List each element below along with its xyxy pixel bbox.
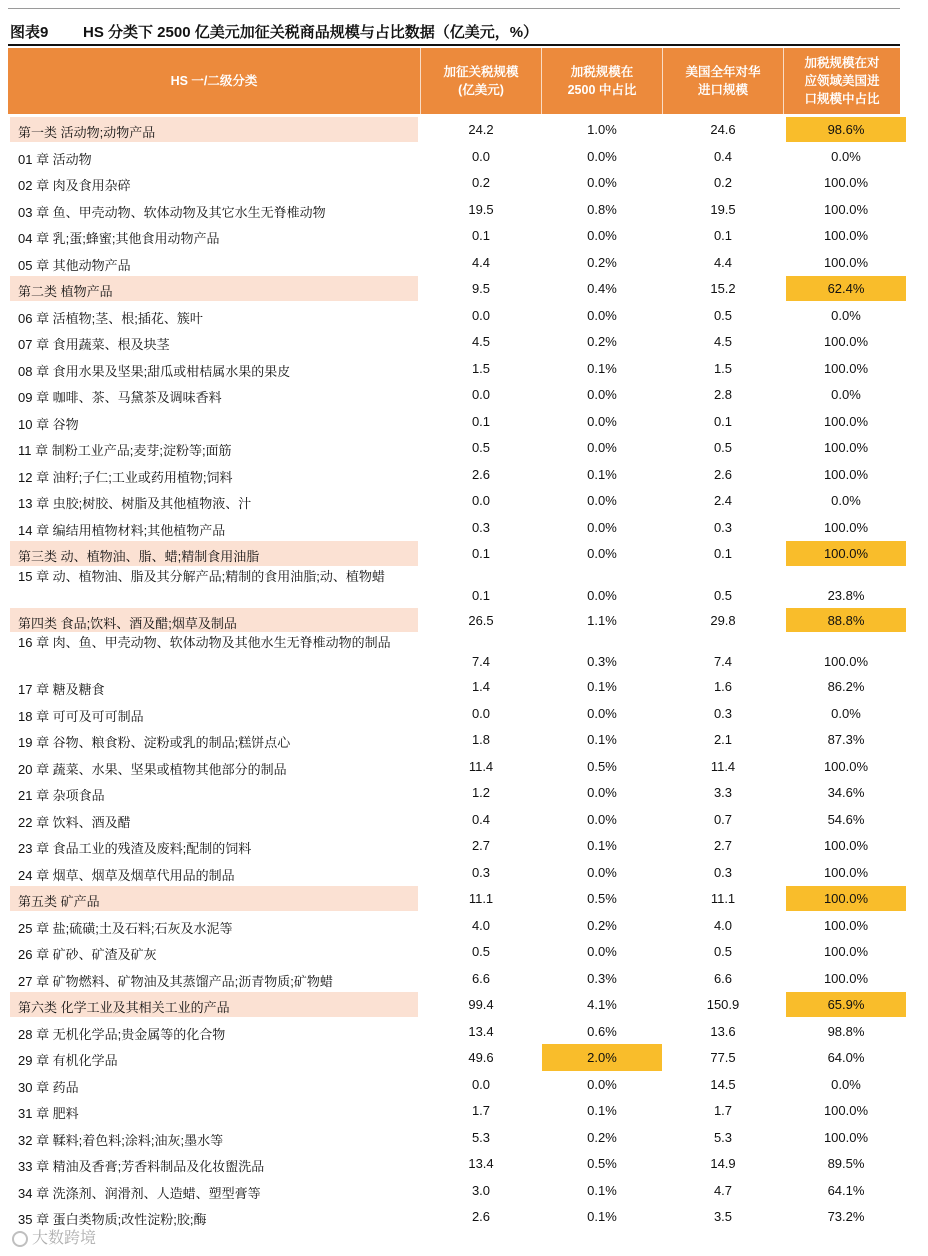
table-row: [8, 196, 900, 223]
us-import-value: 150.9: [706, 997, 740, 1012]
share-of-imports: 100.0%: [823, 440, 869, 455]
table-row: [8, 514, 900, 541]
chapter-name: 04 章 乳;蛋;蜂蜜;其他食用动物产品: [18, 231, 220, 246]
tariff-value: 0.0: [471, 148, 491, 164]
chapter-name: 35 章 蛋白类物质;改性淀粉;胶;酶: [18, 1212, 207, 1227]
chapter-name: 27 章 矿物燃料、矿物油及其蒸馏产品;沥青物质;矿物蜡: [18, 973, 333, 989]
chapter-name: 18 章 可可及可可制品: [18, 708, 144, 724]
share-of-imports: 100.0%: [823, 201, 869, 217]
chapter-name: 01 章 活动物: [18, 151, 92, 167]
share-of-imports: 0.0%: [831, 1076, 861, 1092]
watermark: [12, 1225, 96, 1248]
table-row: [8, 832, 900, 859]
share-of-imports: 100.0%: [823, 944, 869, 959]
table-row: [8, 859, 900, 886]
chapter-name: 12 章 油籽;子仁;工业或药用植物;饲料: [18, 469, 233, 485]
chapter-name: 28 章 无机化学品;贵金属等的化合物: [18, 1026, 226, 1042]
us-import-value: 6.6: [713, 970, 733, 986]
share-of-2500: 0.4%: [587, 281, 617, 296]
chapter-name: 26 章 矿砂、矿渣及矿灰: [18, 947, 157, 962]
chapter-name: 19 章 谷物、粮食粉、淀粉或乳的制品;糕饼点心: [18, 735, 291, 750]
chapter-name: 08 章 食用水果及坚果;甜瓜或柑桔属水果的果皮: [18, 363, 291, 379]
us-import-value: 24.6: [710, 122, 736, 137]
tariff-value: 0.0: [471, 705, 491, 721]
share-of-imports: 100.0%: [823, 1129, 869, 1145]
us-import-value: 1.5: [713, 360, 733, 376]
us-import-value: 2.8: [713, 387, 733, 402]
share-of-2500: 0.3%: [587, 970, 617, 986]
chapter-name: 29 章 有机化学品: [18, 1053, 118, 1068]
us-import-value: 4.4: [713, 254, 733, 270]
share-of-2500: 0.1%: [587, 1182, 617, 1198]
share-of-2500: 0.0%: [587, 864, 617, 880]
chapter-name: 02 章 肉及食用杂碎: [18, 178, 131, 193]
table-row: [8, 487, 900, 514]
header-name: HS 一/二级分类: [170, 74, 258, 88]
chapter-name: 20 章 蔬菜、水果、坚果或植物其他部分的制品: [18, 761, 287, 777]
us-import-value: 2.7: [713, 838, 733, 853]
us-import-value: 29.8: [710, 612, 736, 628]
table-row: [8, 1018, 900, 1045]
share-of-2500: 0.1%: [587, 1209, 617, 1224]
share-of-2500: 0.0%: [587, 1076, 617, 1092]
chapter-name: 09 章 咖啡、茶、马黛茶及调味香料: [18, 390, 222, 405]
share-of-imports: 100.0%: [823, 1103, 869, 1118]
share-of-2500: 0.0%: [587, 587, 617, 603]
tariff-value: 1.2: [471, 785, 491, 800]
table-row: [8, 700, 900, 727]
share-of-imports: 100.0%: [823, 254, 869, 270]
share-of-2500: 0.0%: [587, 705, 617, 721]
tariff-value: 19.5: [468, 201, 494, 217]
share-of-imports: 98.8%: [827, 1023, 865, 1039]
tariff-value: 0.0: [471, 307, 491, 323]
category-name: 第三类 动、植物油、脂、蜡;精制食用油脂: [18, 549, 260, 564]
share-of-imports: 64.1%: [827, 1182, 865, 1198]
share-of-2500: 0.1%: [587, 466, 617, 482]
share-of-2500: 0.0%: [587, 175, 617, 190]
us-import-value: 1.7: [713, 1103, 733, 1118]
tariff-value: 6.6: [471, 970, 491, 986]
category-name: 第六类 化学工业及其相关工业的产品: [18, 1000, 230, 1015]
share-of-imports: 100.0%: [823, 334, 869, 349]
us-import-value: 0.2: [713, 175, 733, 190]
share-of-2500: 1.1%: [587, 612, 617, 628]
watermark-text: 大数跨境: [32, 1230, 97, 1247]
chapter-name: 25 章 盐;硫磺;土及石料;石灰及水泥等: [18, 920, 233, 936]
us-import-value: 7.4: [713, 654, 733, 669]
table-row: [8, 355, 900, 382]
us-import-value: 4.7: [713, 1182, 733, 1198]
table-row: [8, 1097, 900, 1124]
us-import-value: 2.6: [713, 466, 733, 482]
share-of-imports: 100.0%: [823, 175, 869, 190]
figure-title: HS 分类下 2500 亿美元加征关税商品规模与占比数据（亿美元，%）: [83, 24, 539, 41]
header-col1: 加征关税规模 (亿美元): [443, 65, 519, 97]
table-row: [8, 222, 900, 249]
tariff-value: 0.3: [471, 864, 491, 880]
category-row: [8, 275, 900, 302]
us-import-value: 0.5: [713, 587, 733, 603]
tariff-value: 11.1: [468, 891, 494, 906]
share-of-imports: 100.0%: [823, 758, 869, 774]
us-import-value: 0.7: [713, 811, 733, 827]
us-import-value: 77.5: [710, 1050, 736, 1065]
category-name: 第五类 矿产品: [18, 894, 100, 909]
share-of-2500: 4.1%: [587, 997, 617, 1012]
chapter-name: 24 章 烟草、烟草及烟草代用品的制品: [18, 867, 235, 883]
share-of-imports: 0.0%: [831, 493, 861, 508]
tariff-value: 0.0: [471, 387, 491, 402]
share-of-imports: 23.8%: [827, 587, 865, 603]
table-body: [8, 116, 900, 1230]
table-row: [8, 1150, 900, 1177]
share-of-2500: 0.0%: [587, 519, 617, 535]
share-of-2500: 1.0%: [587, 122, 617, 137]
share-of-2500: 0.5%: [587, 758, 617, 774]
tariff-value: 4.0: [471, 917, 491, 933]
chapter-name: 13 章 虫胶;树胶、树脂及其他植物液、汁: [18, 496, 252, 511]
category-row: [8, 540, 900, 567]
chapter-name: 16 章 肉、鱼、甲壳动物、软体动物及其他水生无脊椎动物的制品: [18, 635, 391, 650]
share-of-2500: 0.0%: [587, 387, 617, 402]
share-of-imports: 100.0%: [823, 970, 869, 986]
share-of-imports: 86.2%: [827, 679, 865, 694]
tariff-value: 11.4: [468, 758, 494, 774]
table-row: [8, 1124, 900, 1151]
share-of-imports: 98.6%: [827, 122, 865, 137]
tariff-value: 0.3: [471, 519, 491, 535]
tariff-value: 0.1: [471, 587, 491, 603]
share-of-2500: 0.0%: [587, 546, 617, 561]
us-import-value: 0.1: [713, 546, 733, 561]
header-col4: 加税规模在对 应领域美国进 口规模中占比: [804, 56, 880, 106]
us-import-value: 0.4: [713, 148, 733, 164]
share-of-2500: 0.2%: [587, 1129, 617, 1145]
table-row: [8, 673, 900, 700]
us-import-value: 11.4: [710, 758, 736, 774]
chapter-name: 23 章 食品工业的残渣及废料;配制的饲料: [18, 841, 252, 856]
share-of-imports: 100.0%: [823, 546, 869, 561]
table-row: [8, 1071, 900, 1098]
share-of-2500: 0.1%: [587, 838, 617, 853]
us-import-value: 0.5: [713, 307, 733, 323]
share-of-2500: 0.1%: [587, 1103, 617, 1118]
tariff-value: 9.5: [471, 281, 491, 296]
share-of-2500: 0.0%: [587, 307, 617, 323]
table-row: [8, 726, 900, 753]
share-of-imports: 100.0%: [823, 654, 869, 669]
tariff-value: 0.5: [471, 440, 491, 455]
category-row: [8, 991, 900, 1018]
share-of-imports: 100.0%: [823, 519, 869, 535]
tariff-value: 0.4: [471, 811, 491, 827]
share-of-2500: 0.0%: [587, 493, 617, 508]
table-row: [8, 302, 900, 329]
tariff-value: 1.4: [471, 679, 491, 694]
share-of-2500: 0.5%: [587, 891, 617, 906]
table-row: [8, 567, 900, 607]
tariff-value: 49.6: [468, 1050, 494, 1065]
watermark-logo-icon: [12, 1231, 28, 1247]
us-import-value: 4.5: [713, 334, 733, 349]
share-of-imports: 100.0%: [823, 413, 869, 429]
us-import-value: 15.2: [710, 281, 736, 296]
us-import-value: 11.1: [710, 891, 736, 906]
tariff-value: 24.2: [468, 122, 494, 137]
share-of-imports: 100.0%: [823, 917, 869, 933]
share-of-imports: 0.0%: [831, 148, 861, 164]
us-import-value: 4.0: [713, 917, 733, 933]
us-import-value: 19.5: [710, 201, 736, 217]
header-col3: 美国全年对华 进口规模: [685, 65, 761, 97]
us-import-value: 0.5: [713, 944, 733, 959]
header-col2: 加税规模在 2500 中占比: [567, 65, 637, 97]
chapter-name: 31 章 肥料: [18, 1106, 79, 1121]
share-of-imports: 87.3%: [827, 732, 865, 747]
us-import-value: 0.3: [713, 864, 733, 880]
us-import-value: 5.3: [713, 1129, 733, 1145]
chapter-name: 11 章 制粉工业产品;麦芽;淀粉等;面筋: [18, 443, 232, 458]
table-row: [8, 434, 900, 461]
share-of-2500: 0.2%: [587, 917, 617, 933]
share-of-2500: 0.0%: [587, 811, 617, 827]
us-import-value: 0.1: [713, 413, 733, 429]
share-of-imports: 0.0%: [831, 705, 861, 721]
tariff-value: 0.0: [471, 493, 491, 508]
share-of-2500: 0.1%: [587, 679, 617, 694]
table-row: [8, 461, 900, 488]
chapter-name: 34 章 洗涤剂、润滑剂、人造蜡、塑型膏等: [18, 1185, 261, 1201]
tariff-value: 13.4: [468, 1023, 494, 1039]
share-of-2500: 0.2%: [587, 254, 617, 270]
tariff-value: 1.8: [471, 732, 491, 747]
category-name: 第一类 活动物;动物产品: [18, 125, 156, 140]
tariff-value: 26.5: [468, 612, 494, 628]
tariff-value: 0.1: [471, 413, 491, 429]
share-of-imports: 100.0%: [823, 838, 869, 853]
share-of-imports: 88.8%: [827, 612, 865, 628]
tariff-value: 1.7: [471, 1103, 491, 1118]
share-of-imports: 0.0%: [831, 387, 861, 402]
share-of-2500: 0.0%: [587, 440, 617, 455]
tariff-value: 13.4: [468, 1156, 494, 1171]
share-of-2500: 0.0%: [587, 413, 617, 429]
share-of-2500: 2.0%: [587, 1050, 617, 1065]
chapter-name: 03 章 鱼、甲壳动物、软体动物及其它水生无脊椎动物: [18, 204, 326, 220]
chapter-name: 32 章 鞣料;着色料;涂料;油灰;墨水等: [18, 1132, 224, 1148]
category-row: [8, 116, 900, 143]
table-header: [8, 48, 900, 114]
chapter-name: 15 章 动、植物油、脂及其分解产品;精制的食用油脂;动、植物蜡: [18, 568, 385, 584]
us-import-value: 3.3: [713, 785, 733, 800]
tariff-value: 5.3: [471, 1129, 491, 1145]
share-of-imports: 64.0%: [827, 1050, 865, 1065]
chapter-name: 33 章 精油及香膏;芳香料制品及化妆盥洗品: [18, 1159, 265, 1174]
figure-label: 图表9: [10, 24, 49, 41]
share-of-imports: 100.0%: [823, 228, 869, 243]
chapter-name: 14 章 编结用植物材料;其他植物产品: [18, 522, 226, 538]
us-import-value: 2.1: [713, 732, 733, 747]
tariff-value: 0.5: [471, 944, 491, 959]
table-row: [8, 169, 900, 196]
share-of-2500: 0.0%: [587, 944, 617, 959]
share-of-imports: 100.0%: [823, 891, 869, 906]
share-of-imports: 0.0%: [831, 307, 861, 323]
tariff-value: 2.6: [471, 1209, 491, 1224]
table-row: [8, 779, 900, 806]
table-row: [8, 965, 900, 992]
us-import-value: 0.1: [713, 228, 733, 243]
share-of-2500: 0.0%: [587, 228, 617, 243]
share-of-imports: 73.2%: [827, 1209, 865, 1224]
share-of-imports: 89.5%: [827, 1156, 865, 1171]
chapter-name: 07 章 食用蔬菜、根及块茎: [18, 337, 170, 352]
table-row: [8, 633, 900, 673]
category-row: [8, 885, 900, 912]
tariff-value: 99.4: [468, 997, 494, 1012]
table-row: [8, 408, 900, 435]
us-import-value: 3.5: [713, 1209, 733, 1224]
table-row: [8, 1203, 900, 1230]
tariff-value: 0.2: [471, 175, 491, 190]
us-import-value: 14.5: [710, 1076, 736, 1092]
share-of-imports: 62.4%: [827, 281, 865, 296]
share-of-2500: 0.5%: [587, 1156, 617, 1171]
share-of-2500: 0.3%: [587, 654, 617, 669]
tariff-value: 2.7: [471, 838, 491, 853]
category-name: 第四类 食品;饮料、酒及醋;烟草及制品: [18, 615, 237, 631]
chapter-name: 06 章 活植物;茎、根;插花、簇叶: [18, 310, 203, 326]
share-of-imports: 100.0%: [823, 360, 869, 376]
chapter-name: 22 章 饮料、酒及醋: [18, 814, 131, 830]
table-row: [8, 328, 900, 355]
table-row: [8, 249, 900, 276]
chapter-name: 10 章 谷物: [18, 416, 79, 432]
share-of-imports: 65.9%: [827, 997, 865, 1012]
share-of-2500: 0.0%: [587, 148, 617, 164]
us-import-value: 14.9: [710, 1156, 736, 1171]
share-of-2500: 0.0%: [587, 785, 617, 800]
chapter-name: 21 章 杂项食品: [18, 788, 105, 803]
tariff-value: 2.6: [471, 466, 491, 482]
tariff-value: 4.4: [471, 254, 491, 270]
tariff-value: 7.4: [471, 654, 491, 669]
share-of-imports: 54.6%: [827, 811, 865, 827]
us-import-value: 2.4: [713, 493, 733, 508]
us-import-value: 0.5: [713, 440, 733, 455]
tariff-value: 1.5: [471, 360, 491, 376]
category-row: [8, 607, 900, 634]
tariff-value: 0.1: [471, 546, 491, 561]
table-row: [8, 1044, 900, 1071]
tariff-value: 4.5: [471, 334, 491, 349]
us-import-value: 1.6: [713, 679, 733, 694]
share-of-2500: 0.6%: [587, 1023, 617, 1039]
share-of-2500: 0.1%: [587, 360, 617, 376]
table-row: [8, 806, 900, 833]
share-of-2500: 0.8%: [587, 201, 617, 217]
table-row: [8, 1177, 900, 1204]
chapter-name: 05 章 其他动物产品: [18, 257, 131, 273]
table-row: [8, 381, 900, 408]
table-row: [8, 912, 900, 939]
table-row: [8, 938, 900, 965]
us-import-value: 0.3: [713, 519, 733, 535]
chapter-name: 30 章 药品: [18, 1079, 79, 1095]
share-of-imports: 100.0%: [823, 466, 869, 482]
figure-title-bar: [8, 8, 900, 46]
table-row: [8, 143, 900, 170]
chapter-name: 17 章 糖及糖食: [18, 682, 105, 697]
us-import-value: 0.3: [713, 705, 733, 721]
tariff-value: 0.0: [471, 1076, 491, 1092]
share-of-2500: 0.1%: [587, 732, 617, 747]
share-of-imports: 34.6%: [827, 785, 865, 800]
share-of-imports: 100.0%: [823, 864, 869, 880]
us-import-value: 13.6: [710, 1023, 736, 1039]
table-row: [8, 753, 900, 780]
category-name: 第二类 植物产品: [18, 284, 113, 299]
tariff-value: 3.0: [471, 1182, 491, 1198]
tariff-value: 0.1: [471, 228, 491, 243]
share-of-2500: 0.2%: [587, 334, 617, 349]
